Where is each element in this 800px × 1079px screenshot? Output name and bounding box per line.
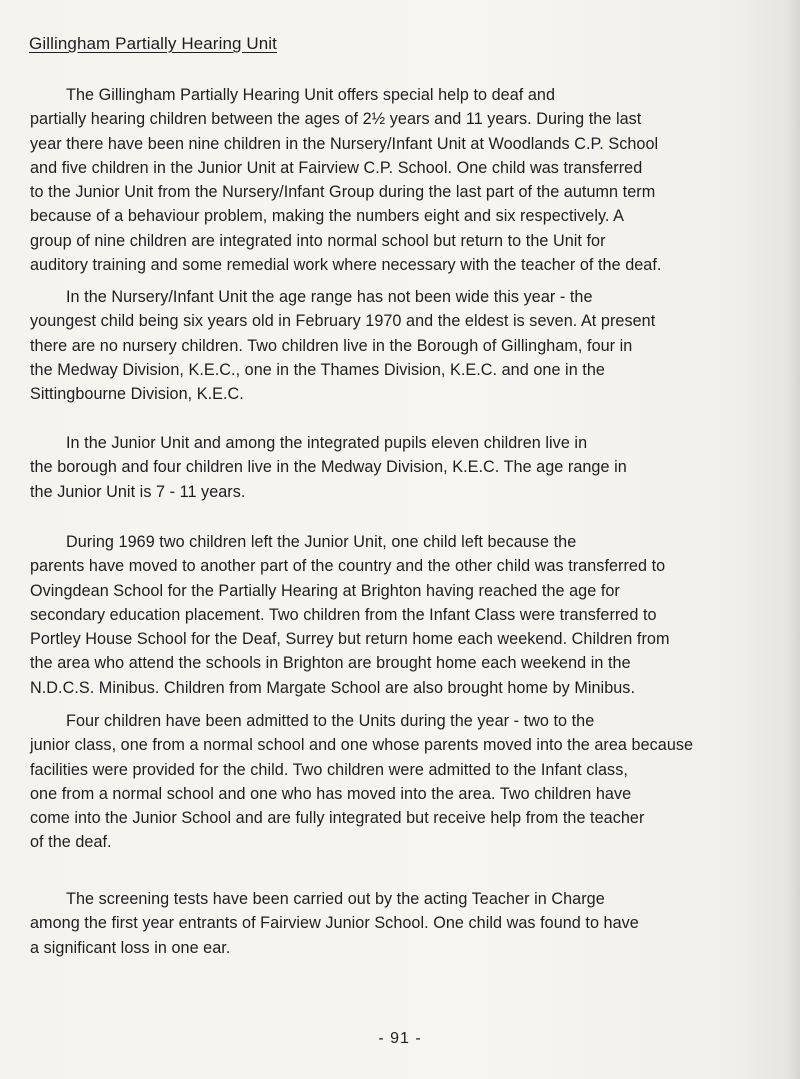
- text-line: and five children in the Junior Unit at Fairview C.P. School. One child was transferred: [30, 158, 643, 177]
- text-line: of the deaf.: [30, 833, 112, 852]
- text-line: because of a behaviour problem, making the numbers eight and six respectively. A: [30, 207, 624, 226]
- text-line: the area who attend the schools in Brighton are brought home each weekend in the: [30, 654, 631, 673]
- paragraph-1: [30, 83, 782, 277]
- text-line: Sittingbourne Division, K.E.C.: [30, 385, 244, 404]
- text-line: secondary education placement. Two children from the Infant Class were transferred to: [30, 605, 657, 624]
- text-line: The Gillingham Partially Hearing Unit offers special help to deaf and: [66, 86, 556, 104]
- text-line: among the first year entrants of Fairview Junior School. One child was found to have: [30, 914, 639, 933]
- text-line: the borough and four children live in the Medway Division, K.E.C. The age range in: [30, 458, 627, 477]
- text-line: The screening tests have been carried out by the acting Teacher in Charge: [66, 890, 605, 908]
- paragraph-4: [30, 530, 782, 700]
- text-line: come into the Junior School and are fully integrated but receive help from the teacher: [30, 809, 645, 828]
- text-line: partially hearing children between the ages of 2½ years and 11 years. During the last: [30, 110, 642, 129]
- text-line: N.D.C.S. Minibus. Children from Margate School are also brought home by Minibus.: [30, 678, 635, 697]
- text-line: parents have moved to another part of the country and the other child was transferred to: [30, 557, 666, 576]
- text-line: there are no nursery children. Two children live in the Borough of Gillingham, four in: [30, 336, 633, 355]
- text-line: In the Junior Unit and among the integrated pupils eleven children live in: [66, 434, 588, 452]
- text-line: Portley House School for the Deaf, Surrey but return home each weekend. Children from: [30, 630, 670, 649]
- text-line: year there have been nine children in the Nursery/Infant Unit at Woodlands C.P. School: [30, 134, 659, 153]
- paragraph-2: [30, 285, 782, 406]
- text-line: youngest child being six years old in February 1970 and the eldest is seven. At present: [30, 312, 656, 331]
- paragraph-3: [30, 431, 782, 504]
- paragraph-5: [30, 709, 782, 855]
- text-line: During 1969 two children left the Junior Unit, one child left because the: [66, 533, 577, 551]
- page-edge-shadow: [788, 0, 800, 1079]
- text-line: junior class, one from a normal school and one whose parents moved into the area because: [30, 736, 694, 755]
- text-line: Four children have been admitted to the Units during the year - two to the: [66, 712, 595, 730]
- text-line: group of nine children are integrated into normal school but return to the Unit for: [30, 231, 606, 250]
- text-line: the Junior Unit is 7 - 11 years.: [30, 482, 246, 501]
- text-line: the Medway Division, K.E.C., one in the Thames Division, K.E.C. and one in the: [30, 360, 605, 379]
- text-line: Ovingdean School for the Partially Hearing at Brighton having reached the age for: [30, 581, 620, 600]
- page-title: Gillingham Partially Hearing Unit: [29, 34, 278, 53]
- text-line: one from a normal school and one who has moved into the area. Two children have: [30, 784, 632, 803]
- text-line: facilities were provided for the child. Two children were admitted to the Infant class,: [30, 760, 628, 779]
- paragraph-6: [30, 887, 782, 960]
- text-line: a significant loss in one ear.: [30, 938, 231, 957]
- page-number: - 91 -: [378, 1030, 422, 1047]
- text-line: to the Junior Unit from the Nursery/Infant Group during the last part of the autumn term: [30, 183, 656, 202]
- text-line: auditory training and some remedial work where necessary with the teacher of the deaf.: [30, 256, 662, 275]
- text-line: In the Nursery/Infant Unit the age range has not been wide this year - the: [66, 288, 593, 306]
